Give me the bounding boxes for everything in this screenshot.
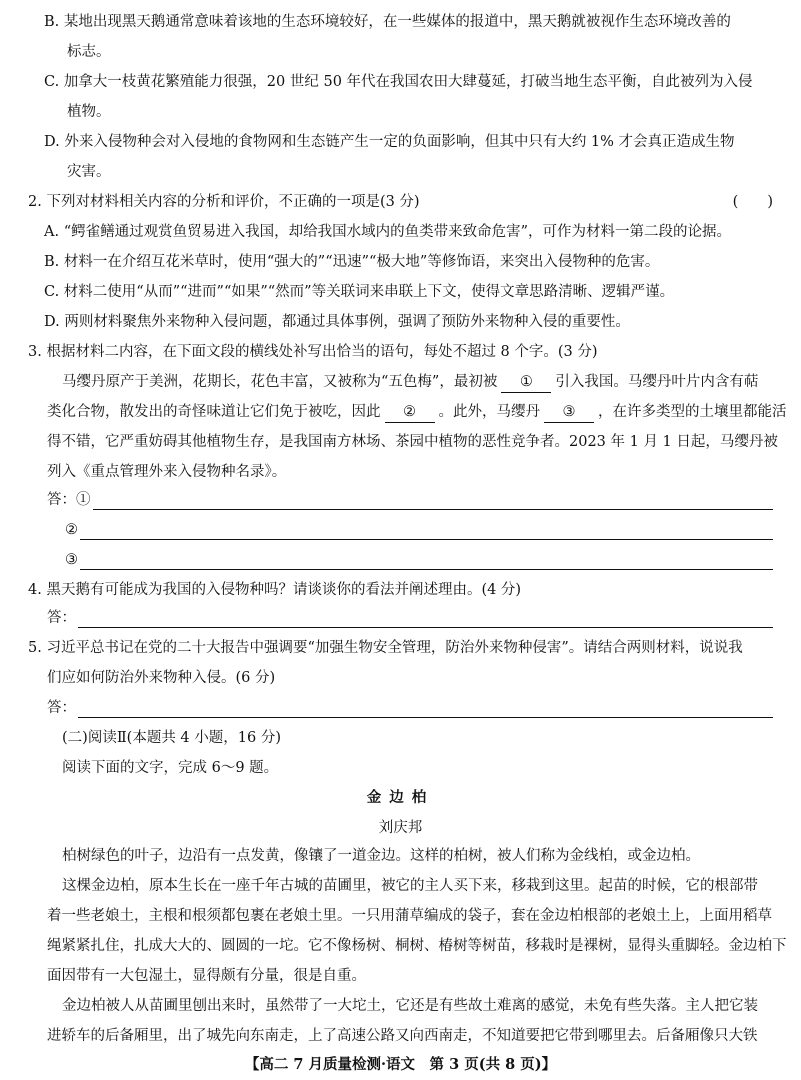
answer-rule[interactable]	[93, 495, 774, 510]
question-5-stem-line1: 5. 习近平总书记在党的二十大报告中强调要“加强生物安全管理，防治外来物种侵害”。请结合两则材料，说说我	[28, 640, 743, 656]
blank-2: ②	[385, 402, 435, 423]
option-1d-line2: 灾害。	[67, 164, 111, 180]
option-2b: B. 材料一在介绍互花米草时，使用“强大的”“迅速”“极大地”等修饰语，来突出入侵物种的危害。	[44, 254, 660, 270]
answer-rule[interactable]	[80, 555, 773, 570]
article-para1: 柏树绿色的叶子，边沿有一点发黄，像镶了一道金边。这样的柏树，被人们称为金线柏，或金边柏。	[62, 848, 700, 864]
answer-parentheses[interactable]: ( )	[732, 194, 773, 210]
answer-rule[interactable]	[78, 703, 773, 718]
option-2d: D. 两则材料聚焦外来物种入侵问题，都通过具体事例，强调了预防外来物种入侵的重要性。	[44, 314, 630, 330]
article-title: 金边柏	[366, 789, 435, 806]
q3-passage-line2: 类化合物，散发出的奇怪味道让它们免于被吃，因此 ② 。此外，马缨丹 ③ ，在许多类型的土壤里都能活	[47, 402, 787, 423]
answer-rule[interactable]	[78, 613, 773, 628]
article-author: 刘庆邦	[378, 820, 423, 836]
page-footer: 【高二 7 月质量检测·语文 第 3 页(共 8 页)】	[244, 1056, 557, 1073]
option-1b-line2: 标志。	[67, 44, 111, 60]
option-1c-line1: C. 加拿大一枝黄花繁殖能力很强，20 世纪 50 年代在我国农田大肆蔓延，打破当地生态平衡，自此被列为入侵	[44, 74, 753, 90]
question-4-stem: 4. 黑天鹅有可能成为我国的入侵物种吗？请谈谈你的看法并阐述理由。(4 分)	[28, 582, 522, 598]
option-1d-line1: D. 外来入侵物种会对入侵地的食物网和生态链产生一定的负面影响，但其中只有大约 1% 才会真正造成生物	[44, 134, 735, 150]
option-2c: C. 材料二使用“从而”“进而”“如果”“然而”等关联词来串联上下文，使得文章思路清晰、逻辑严谨。	[44, 284, 675, 300]
answer-rule[interactable]	[80, 525, 773, 540]
article-para2-line2: 着一些老娘土，主根和根须都包裹在老娘土里。一只用蒲草编成的袋子，套在金边柏根部的老娘土上，上面用稻草	[47, 908, 772, 924]
article-para3-line2: 进轿车的后备厢里，出了城先向东南走，上了高速公路又向西南走，不知道要把它带到哪里去。后备厢像只大铁	[47, 1028, 758, 1044]
answer-line-2[interactable]: ②	[47, 520, 773, 540]
question-3-stem: 3. 根据材料二内容，在下面文段的横线处补写出恰当的语句，每处不超过 8 个字。(3 分)	[28, 344, 598, 360]
q3-passage-line3: 得不错，它严重妨碍其他植物生存，是我国南方林场、茶园中植物的恶性竞争者。2023 年 1 月 1 日起，马缨丹被	[47, 434, 778, 450]
option-1c-line2: 植物。	[67, 104, 111, 120]
option-1b-line1: B. 某地出现黑天鹅通常意味着该地的生态环境较好，在一些媒体的报道中，黑天鹅就被视作生态环境改善的	[44, 14, 731, 30]
question-5-stem-line2: 们应如何防治外来物种入侵。(6 分)	[47, 670, 276, 686]
q3-passage-line1: 马缨丹原产于美洲，花期长，花色丰富，又被称为“五色梅”，最初被 ① 引入我国。马缨丹叶片内含有萜	[62, 372, 758, 393]
article-para2-line3: 绳紧紧扎住，扎成大大的、圆圆的一坨。它不像杨树、桐树、椿树等树苗，移栽时是裸树，显得头重脚轻。金边柏下	[47, 938, 787, 954]
article-para3-line1: 金边柏被人从苗圃里刨出来时，虽然带了一大坨土，它还是有些故土难离的感觉，未免有些失落。主人把它装	[62, 998, 758, 1014]
option-2a: A. “鳄雀鳝通过观赏鱼贸易进入我国，却给我国水域内的鱼类带来致命危害”，可作为材料一第二段的论据。	[44, 224, 732, 240]
section-instruction: 阅读下面的文字，完成 6～9 题。	[62, 760, 279, 776]
answer-line-q5[interactable]: 答：	[47, 698, 773, 718]
blank-1: ①	[501, 372, 551, 393]
answer-line-1[interactable]: 答：①	[47, 490, 773, 510]
article-para2-line4: 面因带有一大包湿土，显得颇有分量，很是自重。	[47, 968, 366, 984]
section-heading: (二)阅读Ⅱ(本题共 4 小题，16 分)	[62, 730, 281, 746]
question-2-stem: 2. 下列对材料相关内容的分析和评价，不正确的一项是(3 分)	[28, 194, 420, 210]
answer-line-3[interactable]: ③	[47, 550, 773, 570]
answer-line-q4[interactable]: 答：	[47, 608, 773, 628]
article-para2-line1: 这棵金边柏，原本生长在一座千年古城的苗圃里，被它的主人买下来，移栽到这里。起苗的时候，它的根部带	[62, 878, 758, 894]
q3-passage-line4: 列入《重点管理外来入侵物种名录》。	[47, 464, 287, 480]
blank-3: ③	[544, 402, 594, 423]
